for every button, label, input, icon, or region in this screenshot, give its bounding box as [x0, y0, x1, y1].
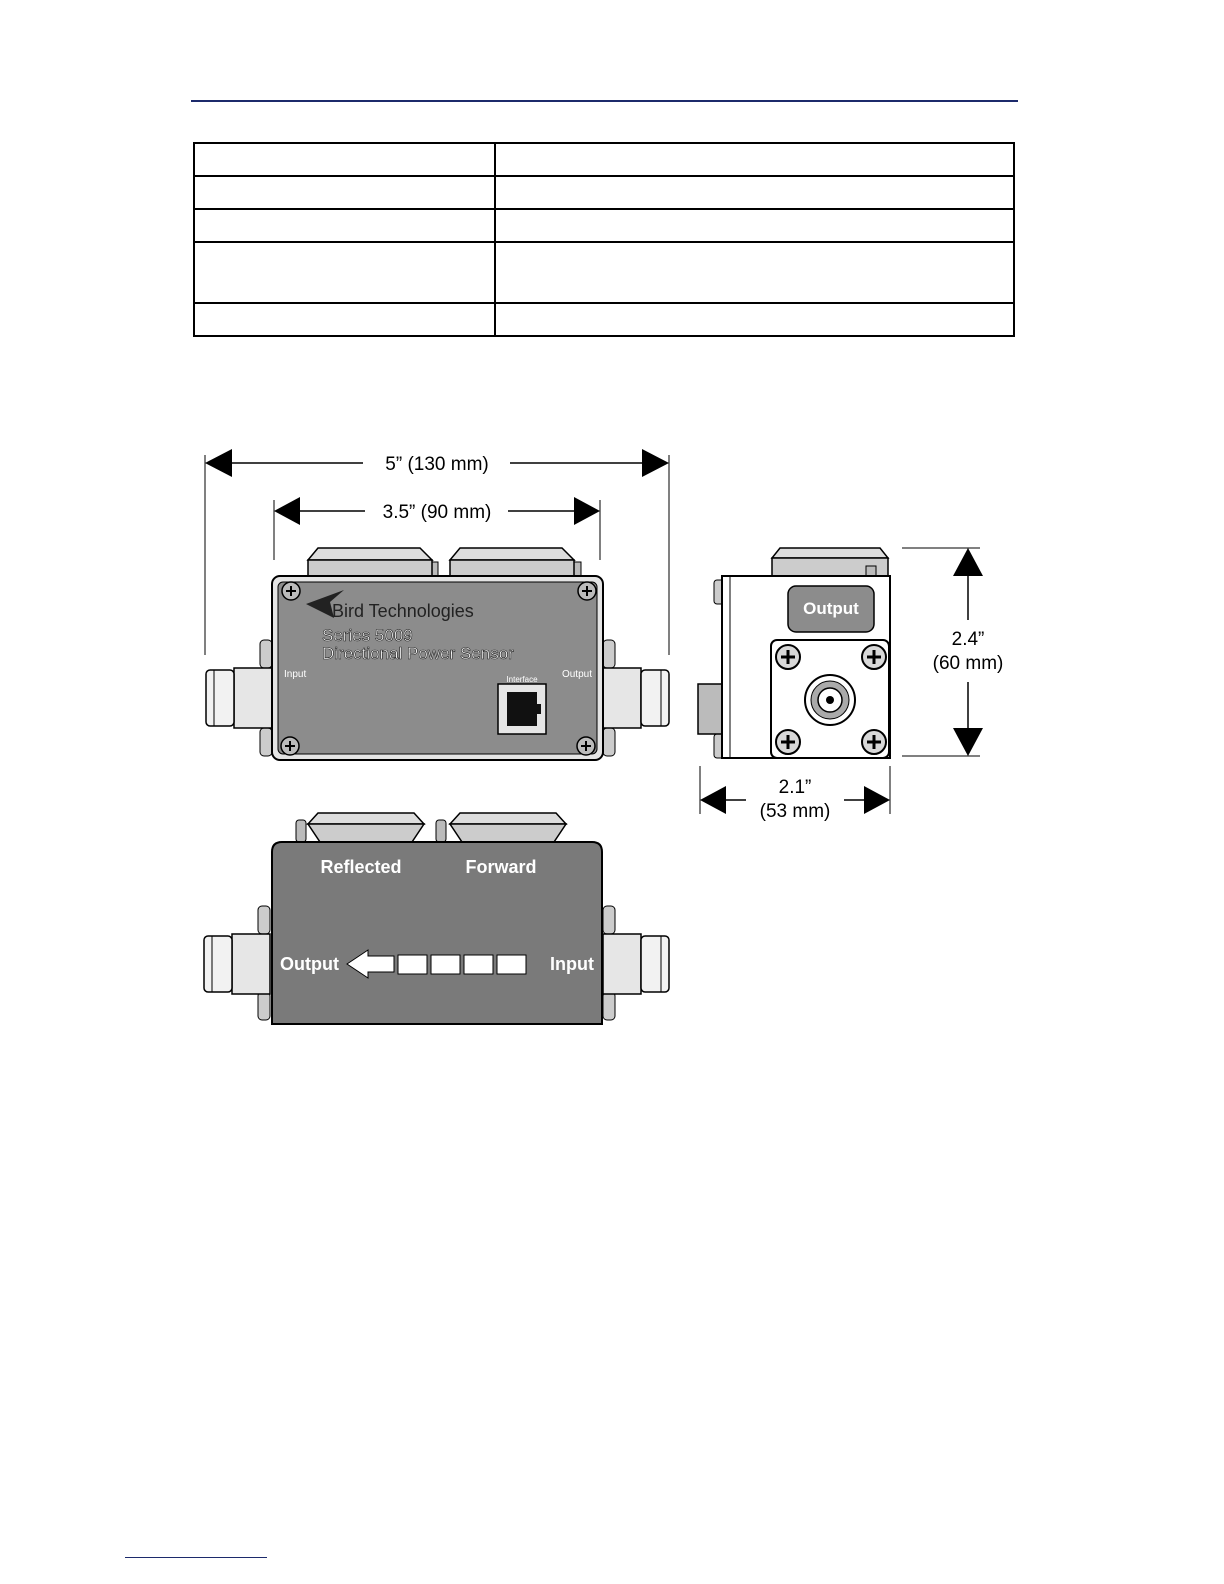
interface-port-icon	[498, 684, 546, 734]
overall-length-label: 5” (130 mm)	[385, 454, 489, 475]
reflected-label: Reflected	[320, 857, 402, 877]
width-label-mm: (53 mm)	[759, 801, 831, 822]
screw-icon	[862, 730, 886, 754]
end-view	[698, 548, 1003, 822]
screw-icon	[577, 737, 595, 755]
input-connector	[206, 640, 272, 756]
screw-icon	[776, 730, 800, 754]
height-label: 2.4”	[951, 629, 985, 650]
input-label: Input	[284, 669, 307, 680]
height-label-mm: (60 mm)	[932, 653, 1004, 674]
screw-icon	[862, 645, 886, 669]
product-name: Directional Power Sensor	[322, 644, 514, 663]
overall-length-dimension	[205, 449, 669, 477]
output-connector	[204, 906, 270, 1020]
side-output-label: Output	[280, 954, 339, 974]
side-view	[204, 813, 669, 1024]
brand-name: Bird Technologies	[332, 601, 474, 621]
screw-icon	[776, 645, 800, 669]
height-dimension	[902, 548, 1003, 756]
output-connector	[603, 640, 669, 756]
screw-icon	[281, 737, 299, 755]
top-view	[205, 449, 669, 760]
side-input-label: Input	[550, 954, 594, 974]
width-label: 2.1”	[778, 777, 812, 798]
width-dimension	[700, 766, 890, 822]
screw-icon	[578, 582, 596, 600]
forward-label: Forward	[465, 857, 537, 877]
screw-icon	[282, 582, 300, 600]
body-length-label: 3.5” (90 mm)	[382, 502, 492, 523]
footnote-rule	[125, 1557, 267, 1558]
output-port-label: Output	[803, 599, 859, 618]
output-label: Output	[561, 669, 592, 680]
model-name: Series 5009	[322, 626, 413, 645]
coax-connector-icon	[805, 675, 855, 725]
interface-label: Interface	[506, 675, 538, 684]
input-connector	[603, 906, 669, 1020]
body-length-dimension	[274, 497, 600, 525]
